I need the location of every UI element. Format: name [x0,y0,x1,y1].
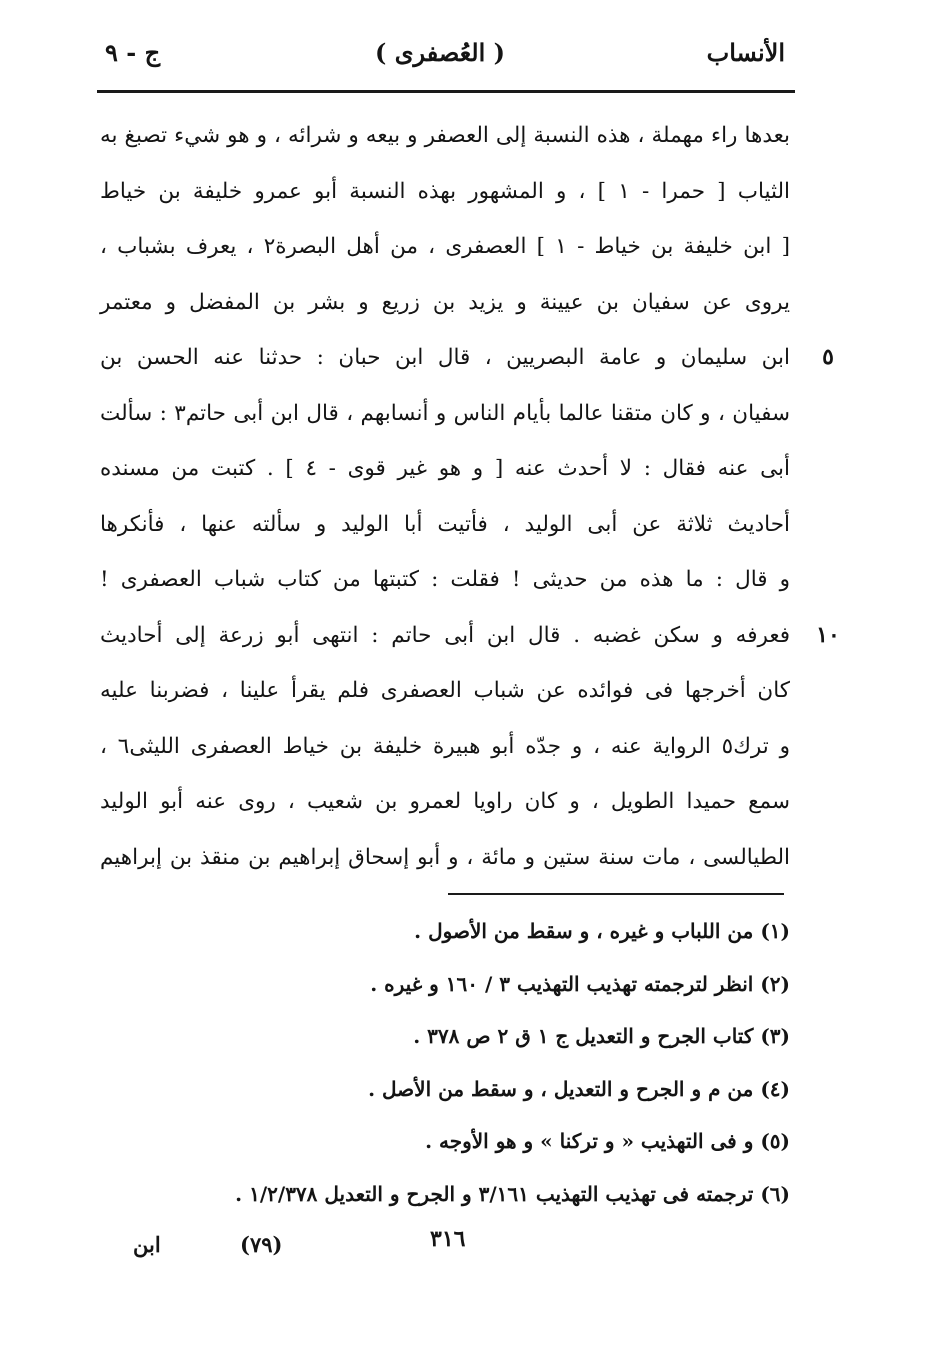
footnote: (٣) كتاب الجرح و التعديل ج ١ ق ٢ ص ٣٧٨ . [413,1024,790,1048]
text-line: [ ابن خليفة بن خياط - ١ ] العصفرى ، من أهل البصرة٢ ، يعرف بشباب ، [100,234,790,259]
text-line: يروى عن سفيان بن عيينة و يزيد بن زريع و بشر بن المفضل و معتمر [100,289,790,315]
text-line: سفيان ، و كان متقنا عالما بأيام الناس و أنسابهم ، قال ابن أبى حاتم٣ : سألت [100,400,790,426]
footnote: (١) من اللباب و غيره ، و سقط من الأصول . [414,919,790,943]
line-number-5: ٥ [822,344,834,370]
footnote: (٦) ترجمته فى تهذيب التهذيب ٣/١٦١ و الجرح و التعديل ١/٢/٣٧٨ . [235,1181,790,1206]
footnote: (٢) انظر لترجمته تهذيب التهذيب ٣ / ١٦٠ و غيره . [370,971,790,996]
text-line: و ترك٥ الرواية عنه ، و جدّه أبو هبيرة خليفة بن خياط العصفرى الليثى٦ ، [100,733,790,759]
footnote-rule [448,893,784,895]
text-line: كان أخرجها فى فوائده عن شباب العصفرى فلم يقرأ علينا ، فضربنا عليه [100,678,790,703]
footnote: (٥) و فى التهذيب « و تركنا » و هو الأوجه . [425,1129,790,1153]
text-line: أحاديث ثلاثة عن أبى الوليد ، فأتيت أبا الوليد و سألته عنها ، فأنكرها [100,511,790,537]
text-line: الثياب [ حمرا - ١ ] ، و المشهور بهذه النسبة أبو عمرو خليفة بن خياط [100,178,791,204]
text-line: سمع حميدا الطويل ، و كان راويا لعمرو بن شعيب ، روى عنه أبو الوليد [100,789,790,814]
footnotes [170,905,790,1220]
header-volume: ج - ٩ [105,38,161,67]
text-line: ابن سليمان و عامة البصريين ، قال ابن حبان : حدثنا عنه الحسن بن [100,345,790,370]
catchword: ابن [133,1232,161,1257]
header-entry-title: ( العُصفرى ) [375,38,505,67]
header-rule [97,90,795,93]
footnote: (٤) من م و الجرح و التعديل ، و سقط من الأصل . [368,1076,790,1101]
text-line: و قال : ما هذه من حديثى ! فقلت : كتبتها من كتاب شباب العصفرى ! [100,567,790,592]
line-number-10: ١٠ [816,621,840,648]
text-line: الطيالسى ، مات سنة ستين و مائة ، و أبو إسحاق إبراهيم بن منقذ بن إبراهيم [100,844,790,870]
signature-mark: (٧٩) [240,1232,283,1257]
text-line: فعرفه و سكن غضبه . قال ابن أبى حاتم : انتهى أبو زرعة إلى أحاديث [100,622,790,648]
header-book-title: الأنساب [706,38,785,67]
page-number: ٣١٦ [430,1226,466,1252]
text-line: أبى عنه فقال : لا أحدث عنه [ و هو غير قوى - ٤ ] . كتبت من مسنده [100,456,790,481]
text-line: بعدها راء مهملة ، هذه النسبة إلى العصفر و بيعه و شرائه ، و هو شيء تصبغ به [100,123,790,148]
main-text [100,108,840,885]
running-header [95,38,785,82]
